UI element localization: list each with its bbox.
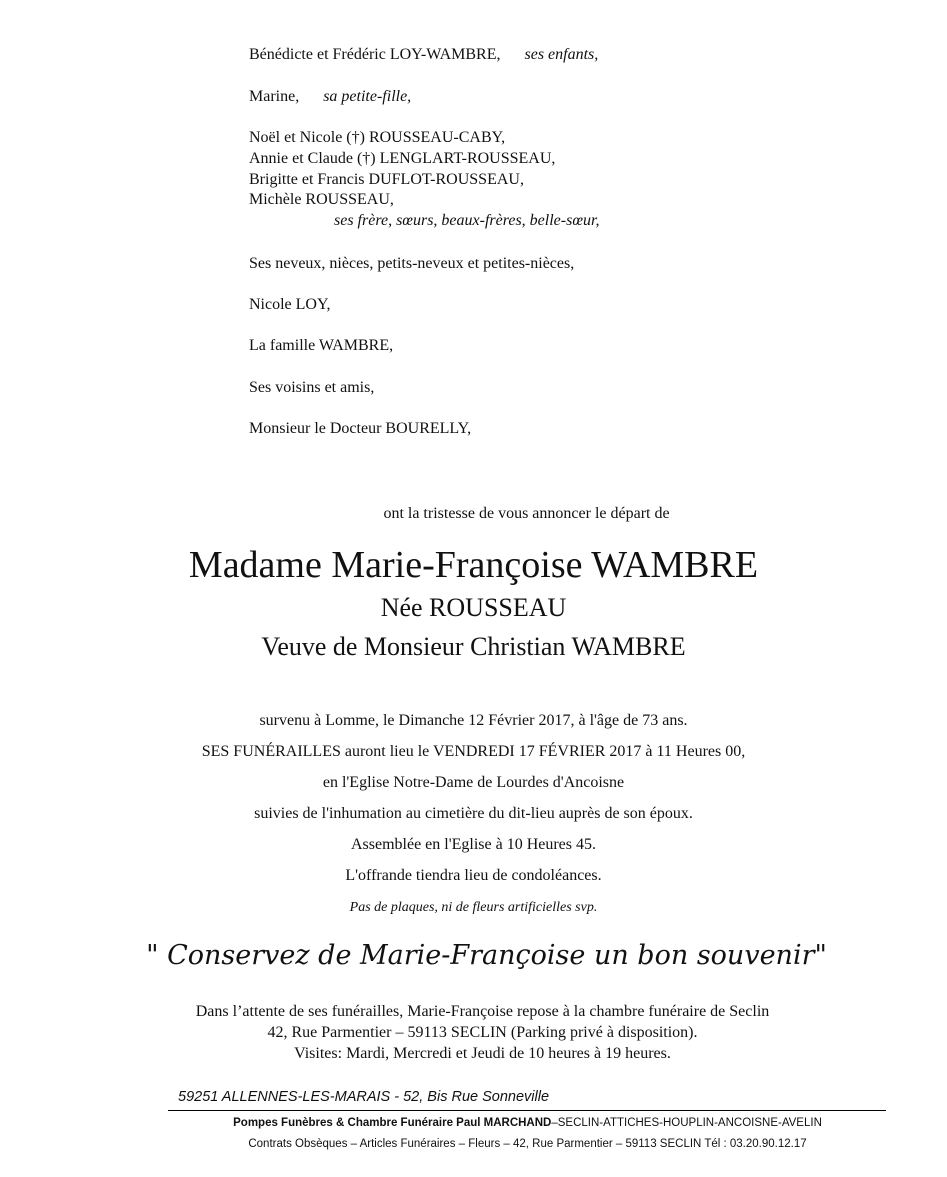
maiden-name: Née ROUSSEAU — [380, 593, 567, 622]
funeral-home-address: 59251 ALLENNES-LES-MARAIS - 52, Bis Rue Sonneville — [178, 1089, 550, 1105]
widow-of: Veuve de Monsieur Christian WAMBRE — [261, 632, 686, 661]
detail-line: survenu à Lomme, le Dimanche 12 Février 2017, à l'âge de 73 ans. — [259, 712, 688, 729]
detail-line: suivies de l'inhumation au cimetière du dit-lieu auprès de son époux. — [254, 805, 693, 822]
grandchild-name: Marine, — [249, 88, 300, 105]
neighbours-line: Ses voisins et amis, — [249, 379, 375, 396]
detail-line: Assemblée en l'Eglise à 10 Heures 45. — [350, 836, 597, 853]
announcement-line: ont la tristesse de vous annoncer le départ de — [383, 505, 670, 522]
rest-info-line: Dans l’attente de ses funérailles, Marie-Françoise repose à la chambre funéraire de Seclin — [195, 1003, 770, 1020]
sibling-line: Michèle ROUSSEAU, — [249, 191, 394, 208]
nephews-line: Ses neveux, nièces, petits-neveux et petites-nièces, — [249, 255, 575, 272]
sibling-line: Brigitte et Francis DUFLOT-ROUSSEAU, — [249, 171, 524, 188]
wambre-family-line: La famille WAMBRE, — [249, 337, 394, 354]
sibling-line: Annie et Claude (†) LENGLART-ROUSSEAU, — [249, 150, 556, 167]
grandchild-role: sa petite-fille, — [323, 88, 412, 105]
children-role: ses enfants, — [524, 46, 599, 63]
remembrance-quote: " Conservez de Marie-Françoise un bon souvenir" — [146, 940, 827, 971]
children-names: Bénédicte et Frédéric LOY-WAMBRE, — [249, 46, 501, 63]
funeral-home-name: Pompes Funèbres & Chambre Funéraire Paul MARCHAND — [233, 1117, 552, 1129]
grandchild-line — [249, 88, 411, 106]
funeral-home-services: Contrats Obsèques – Articles Funéraires – Fleurs – 42, Rue Parmentier – 59113 SECLIN Tél : 03.20.90.12.17 — [248, 1138, 807, 1150]
siblings-role: ses frère, sœurs, beaux-frères, belle-sœur, — [334, 212, 600, 229]
rest-info-line: 42, Rue Parmentier – 59113 SECLIN (Parking privé à disposition). — [267, 1024, 698, 1041]
no-flowers-note: Pas de plaques, ni de fleurs artificielles svp. — [349, 900, 598, 915]
detail-line: L'offrande tiendra lieu de condoléances. — [345, 867, 602, 884]
nicole-line: Nicole LOY, — [249, 296, 331, 313]
sibling-line: Noël et Nicole (†) ROUSSEAU-CABY, — [249, 129, 506, 146]
deceased-name: Madame Marie-Françoise WAMBRE — [188, 544, 759, 586]
doctor-line: Monsieur le Docteur BOURELLY, — [249, 420, 472, 437]
detail-line: SES FUNÉRAILLES auront lieu le VENDREDI 17 FÉVRIER 2017 à 11 Heures 00, — [201, 743, 746, 760]
funeral-home-locations: –SECLIN-ATTICHES-HOUPLIN-ANCOISNE-AVELIN — [551, 1117, 822, 1129]
funeral-home-line — [54, 1117, 947, 1129]
children-line — [249, 46, 598, 64]
footer-divider — [168, 1110, 886, 1111]
detail-line: en l'Eglise Notre-Dame de Lourdes d'Ancoisne — [322, 774, 625, 791]
rest-info-line: Visites: Mardi, Mercredi et Jeudi de 10 heures à 19 heures. — [294, 1045, 671, 1062]
